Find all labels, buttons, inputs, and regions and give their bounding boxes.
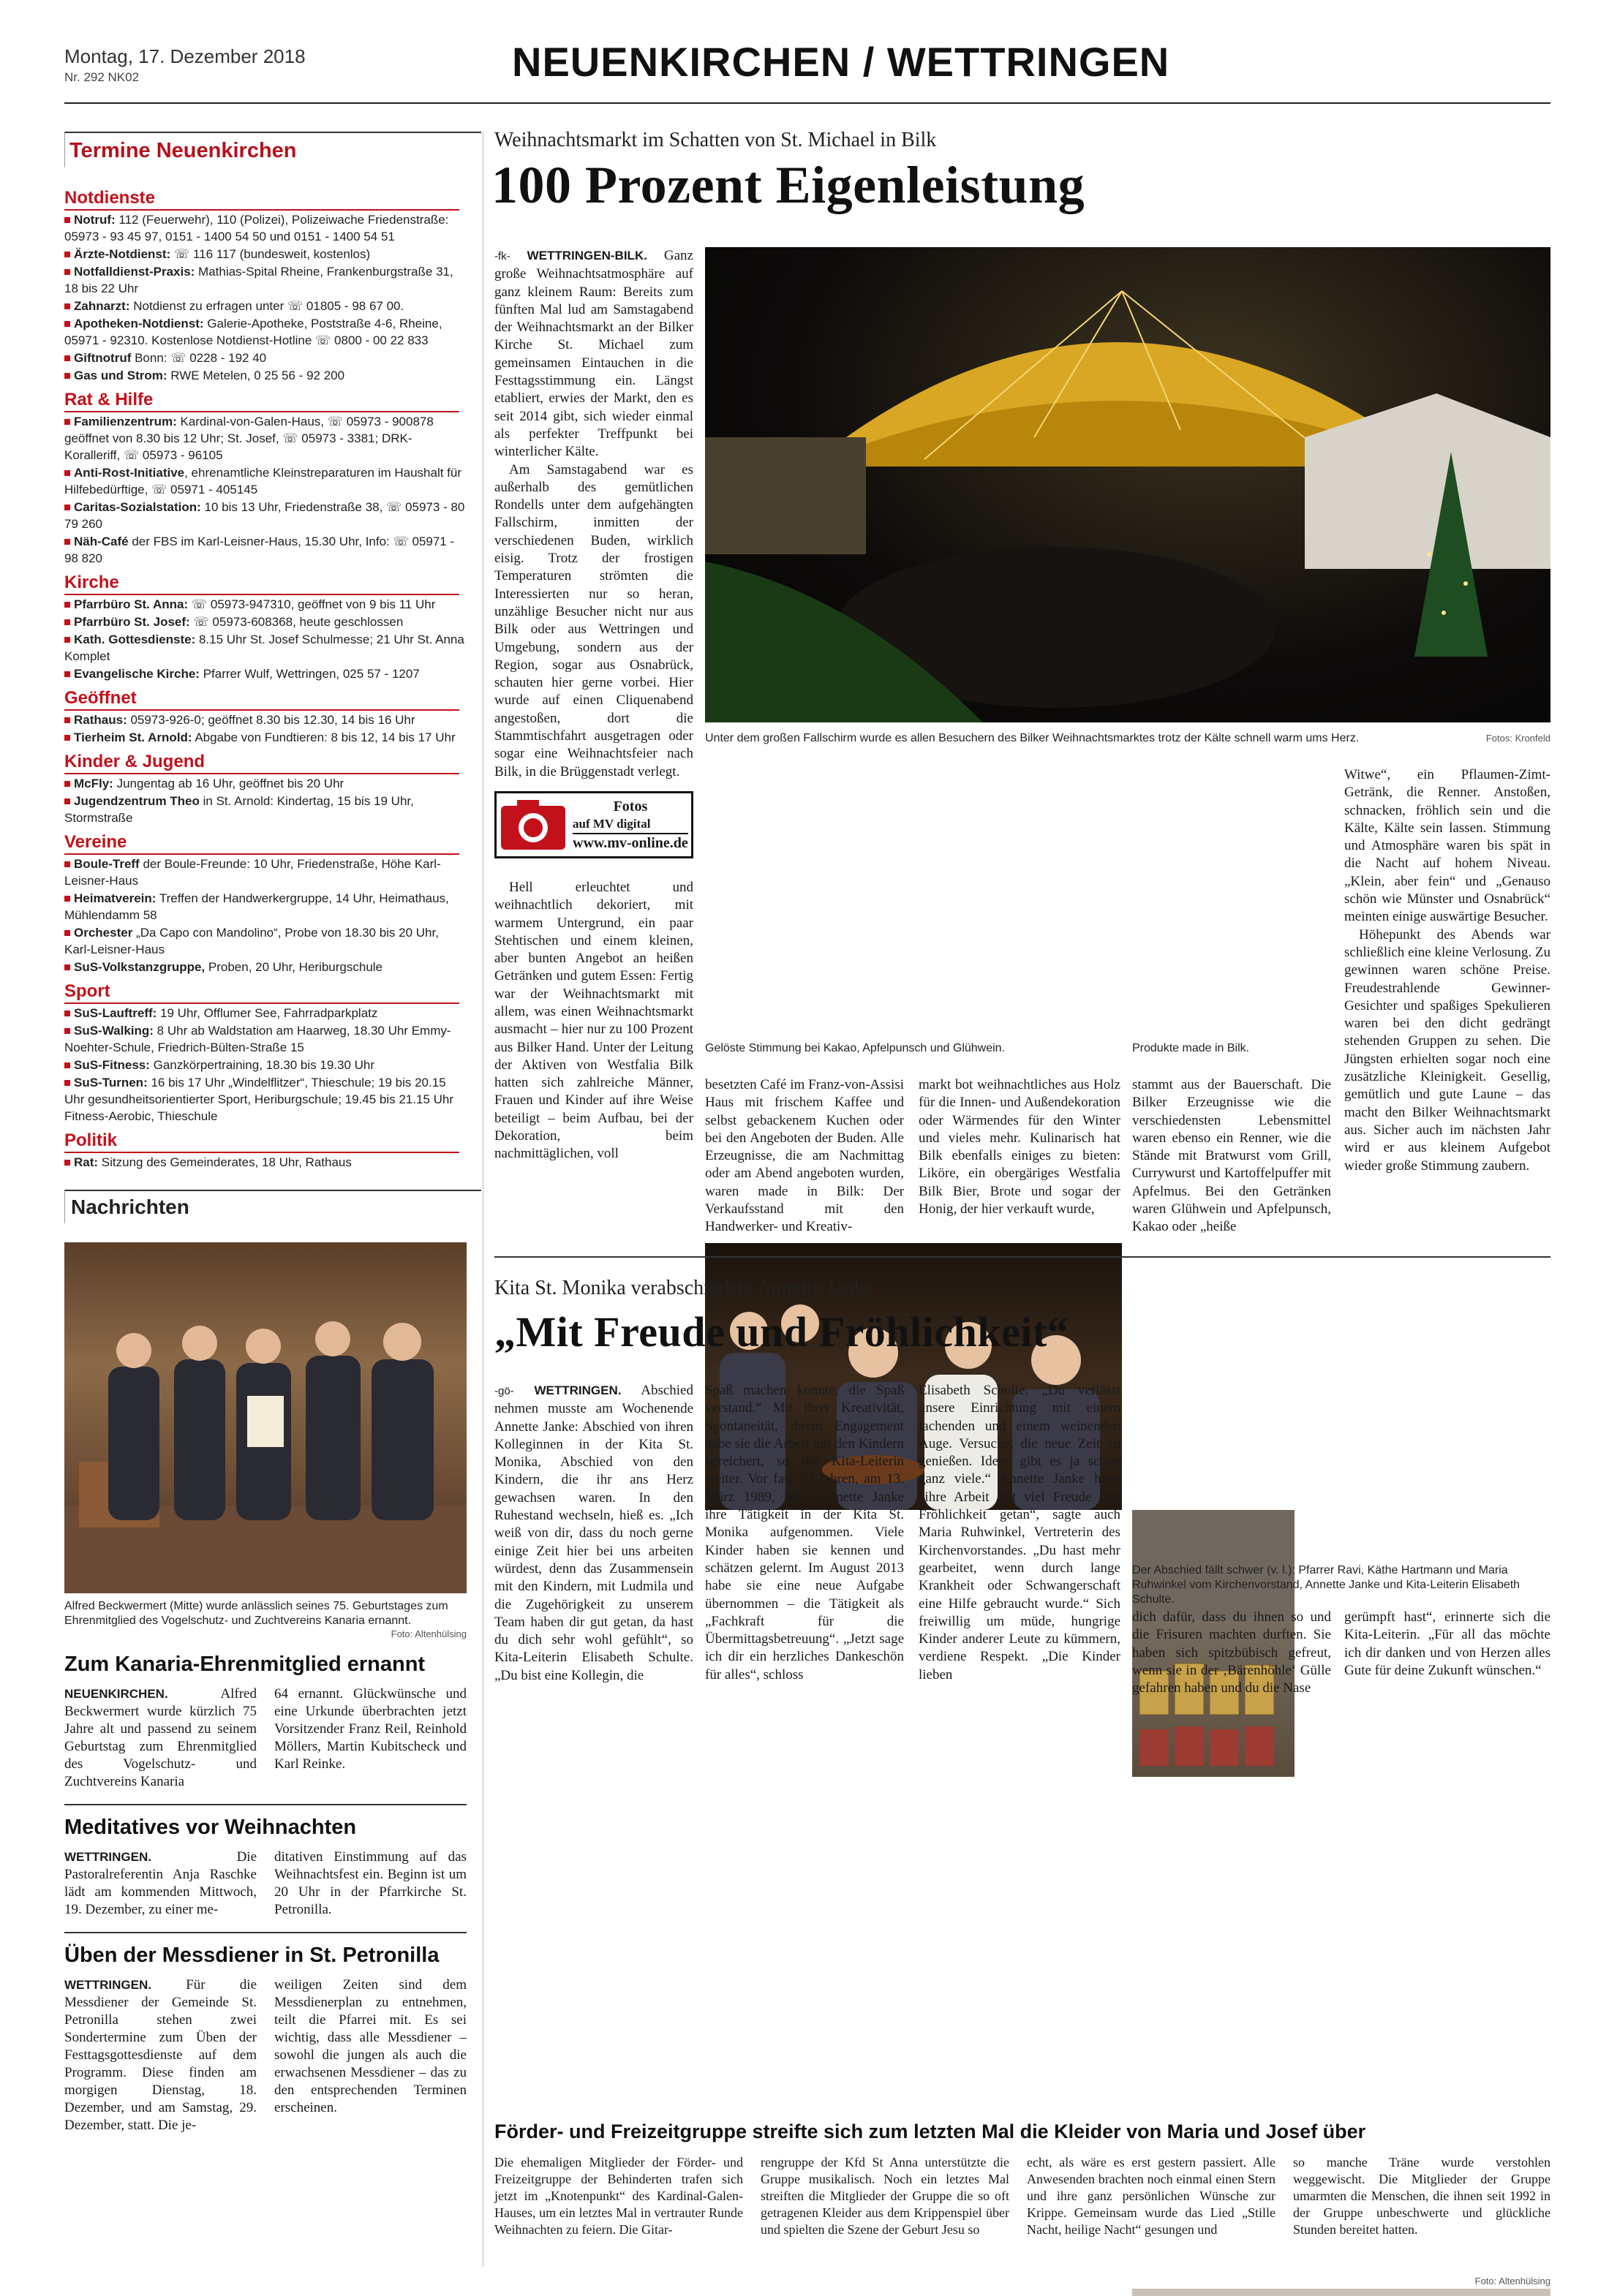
entry-text: RWE Metelen, 0 25 56 - 92 200 xyxy=(167,369,345,382)
weihnachtsmarkt-photo xyxy=(705,247,1550,722)
termine-entry xyxy=(64,1057,481,1073)
weihnachtsmarkt-photo-caption: Unter dem großen Fallschirm wurde es allen Besuchern des Bilker Weihnachtsmarktes trotz der Kälte schnell warm ums Herz. xyxy=(705,732,1360,744)
entry-text: 8.15 Uhr St. Josef Schulmesse; 21 Uhr St. Anna Komplet xyxy=(64,632,464,663)
termine-entry xyxy=(64,533,481,567)
main-headline: 100 Prozent Eigenleistung xyxy=(491,156,1085,214)
bullet-icon xyxy=(64,1160,70,1166)
entry-text: Mathias-Spital Rheine, Frankenburgstraße 31, 18 bis 22 Uhr xyxy=(64,265,453,295)
bullet-icon xyxy=(64,269,70,275)
kita-kicker: Kita St. Monika verabschiedete Annette Janke xyxy=(494,1277,873,1299)
termine-section-heading: Notdienste xyxy=(64,188,459,211)
bullet-icon xyxy=(64,964,70,970)
issue-date: Montag, 17. Dezember 2018 xyxy=(64,45,306,67)
kita-headline: „Mit Freude und Fröhlichkeit“ xyxy=(494,1308,1069,1356)
entry-text: Bonn: ☏ 0228 - 192 40 xyxy=(131,351,267,365)
entry-text: , ehrenamtliche Kleinstreparaturen im Haushalt für Hilfebedürftige, ☏ 05971 - 405145 xyxy=(64,466,462,496)
termine-entry xyxy=(64,413,481,464)
entry-label: Notruf: xyxy=(74,213,116,227)
page-title: NEUENKIRCHEN / WETTRINGEN xyxy=(512,39,1170,85)
main-col1 xyxy=(494,247,693,1163)
kita-col4: dich dafür, dass du ihnen so und die Frisuren machten durften. Sie haben sich spitzbübisch gefreut, wenn sie in der ‚Bärenhöhle‘ Gülle gefahren haben und du die Nase xyxy=(1132,1609,1331,1696)
kita-col2: Spaß machen konnte, die Spaß verstand.“ Mit ihrer Kreativität, Spontaneität, ihrem Engagement habe sie die Arbeit mit den Kindern bereichert, so die Kita-Leiterin weiter. Vor fast 30 Jahren, am 13. März 1989, habe Annette Janke ihre Tätigkeit in der Kita St. Monika aufgenommen. Viele Kinder haben sie kennen und schätzen gelernt. Im August 2013 habe sie eine neue Aufgabe übernommen – die Tätigkeit als „Fachkraft für die Übermittagsbetreuung“. „Jetzt sage ich dir ein herzliches Dankeschön für alles“, schloss xyxy=(705,1383,904,1683)
entry-label: Heimatverein: xyxy=(74,891,157,905)
dateline: WETTRINGEN. xyxy=(64,1850,151,1864)
entry-text: der Boule-Freunde: 10 Uhr, Friedenstraße, Höhe Karl-Leisner-Haus xyxy=(64,857,441,888)
entry-label: Kath. Gottesdienste: xyxy=(74,632,196,646)
article-text: Hell erleuchtet und weihnachtlich dekoriert, mit warmem Untergrund, ein paar Stehtischen und einem kleinen, aber bunten Angebot an heißen Getränken und gutem Essen: Fertig war der Weihnachtsmarkt mit allem, was einen Weihnachtsmarkt ausmacht – hier nur zu 100 Prozent aus Bilker Hand. Unter der Leitung der Aktiven von Westfalia Bilk hatten sich zahlreiche Männer, Frauen und Kinder auf ihre Weise beteiligt – beim Aufbau, bei der Dekoration, beim nachmittäglichen, voll xyxy=(494,879,693,1162)
entry-label: SuS-Fitness: xyxy=(74,1058,150,1072)
entry-label: Anti-Rost-Initiative xyxy=(74,466,185,480)
main-col3: markt bot weihnachtliches aus Holz für die Innen- und Außendekoration oder Wärmendes für den Winter und vieles mehr. Kulinarisch hat Bilk ebenfalls einiges zu bieten: Liköre, ein obergäriges Westfalia Bilk Bier, Brote und sogar der Honig, der hier verkauft wurde, xyxy=(919,1077,1120,1217)
entry-label: Boule-Treff xyxy=(74,857,140,871)
entry-text: ☏ 116 117 (bundesweit, kostenlos) xyxy=(170,247,371,261)
meditatives-title: Meditatives vor Weihnachten xyxy=(64,1816,357,1839)
messdiener-title: Üben der Messdiener in St. Petronilla xyxy=(64,1944,440,1967)
termine-entry xyxy=(64,211,481,245)
bullet-icon xyxy=(64,470,70,476)
entry-text: 19 Uhr, Offlumer See, Fahrradparkplatz xyxy=(157,1006,378,1020)
messdiener-body xyxy=(64,1976,467,2134)
entry-text: Ganzkörpertraining, 18.30 bis 19.30 Uhr xyxy=(149,1058,375,1072)
entry-label: SuS-Lauftreff: xyxy=(74,1006,157,1020)
dateline: WETTRINGEN-BILK. xyxy=(527,249,647,263)
article-text: ditativen Einstimmung auf das Weihnachtsfest ein. Beginn ist um 20 Uhr in der Pfarrkirche St. Petronilla. xyxy=(274,1849,467,1917)
termine-entry xyxy=(64,775,481,792)
krippenspiel-col3: echt, als wäre es erst gestern passiert. Alle Anwesenden brachten noch einmal einen Stern und ihre ganz persönlichen Wünsche zur Krippe. Gemeinsam wurde das Lied „Stille Nacht, heilige Nacht“ gesungen und xyxy=(1027,2155,1275,2237)
weihnachtsmarkt-photo-credit: Fotos: Kronfeld xyxy=(1485,733,1550,744)
article-text: Höhepunkt des Abends war schließlich eine kleine Verlosung. Zu gewinnen waren schöne Preise. Freudestrahlende Gewinner-Gesichter und spaßiges Spekulieren waren bei den dicht gedrängt stehenden Gruppen zu sehen. Die Jüngsten erhielten sogar noch eine zusätzliche Kleinigkeit. Gesellig, gemütlich und gute Laune – das macht den Bilker Weihnachtsmarkt aus. Sicher auch im nächsten Jahr wird er aus kleinem Aufgebot wieder große Stimmung zaubern. xyxy=(1344,926,1550,1174)
bullet-icon xyxy=(64,735,70,741)
entry-label: Notfalldienst-Praxis: xyxy=(74,265,195,279)
termine-entry xyxy=(64,298,481,314)
left-column xyxy=(64,132,481,2134)
article-text: 64 ernannt. Glückwünsche und eine Urkunde überbrachten jetzt Vorsitzender Franz Reil, Reinhold Möllers, Martin Kubitscheck und Karl Reinke. xyxy=(274,1686,467,1772)
bullet-icon xyxy=(64,896,70,902)
kanaria-photo xyxy=(64,1242,467,1593)
section-rule xyxy=(494,1256,1550,1258)
bullet-icon xyxy=(64,602,70,608)
dateline: WETTRINGEN. xyxy=(534,1383,622,1397)
entry-text: Jungentag ab 16 Uhr, geöffnet bis 20 Uhr xyxy=(113,777,344,790)
termine-entry xyxy=(64,665,481,682)
termine-entry xyxy=(64,1005,481,1022)
termine-entry xyxy=(64,367,481,384)
termine-entry xyxy=(64,464,481,498)
termine-entry xyxy=(64,793,481,826)
krippenspiel-col1: Die ehemaligen Mitglieder der Förder- und Freizeitgruppe der Behinderten trafen sich jetzt im „Knotenpunkt“ des Kardinal-Galen-Hauses, um ein letztes Mal in vertrauter Runde Weihnachten zu feiern. Die Gitar- xyxy=(494,2155,743,2237)
bullet-icon xyxy=(64,619,70,625)
mv-online-box[interactable] xyxy=(494,791,693,858)
mv-label: Fotos xyxy=(613,798,648,815)
kanaria-photo-credit: Foto: Altenhülsing xyxy=(391,1628,467,1639)
nachrichten-heading: Nachrichten xyxy=(64,1190,481,1223)
termine-section-heading: Geöffnet xyxy=(64,688,459,711)
termine-section-heading: Kirche xyxy=(64,573,459,595)
krippenspiel-credit: Foto: Altenhülsing xyxy=(1474,2276,1550,2286)
kanaria-article-body xyxy=(64,1685,467,1791)
entry-label: Jugendzentrum Theo xyxy=(74,794,200,808)
kanaria-photo-caption: Alfred Beckwermert (Mitte) wurde anlässlich seines 75. Geburtstages zum Ehrenmitglied des Vogelschutz- und Zuchtvereins Kanaria ernannt. xyxy=(64,1600,448,1627)
termine-entry xyxy=(64,631,481,665)
entry-label: Apotheken-Notdienst: xyxy=(74,317,204,331)
entry-text: der FBS im Karl-Leisner-Haus, 15.30 Uhr, Info: ☏ 05971 - 98 820 xyxy=(64,535,455,565)
bullet-icon xyxy=(64,1080,70,1086)
termine-entry xyxy=(64,499,481,532)
entry-label: Pfarrbüro St. Josef: xyxy=(74,615,190,629)
krippenspiel-headline: Förder- und Freizeitgruppe streifte sich zum letzten Mal die Kleider von Maria und Josef über xyxy=(494,2121,1366,2142)
bullet-icon xyxy=(64,930,70,936)
bullet-icon xyxy=(64,861,70,867)
entry-text: 05973-926-0; geöffnet 8.30 bis 12.30, 14 bis 16 Uhr xyxy=(127,713,415,727)
article-text: Für die Messdiener der Gemeinde St. Petronilla stehen zwei Sondertermine zum Üben der Festtagsgottesdienste auf dem Programm. Diese finden am morgigen Dienstag, 18. Dezember, und am Samstag, 29. Dezember, statt. Die je- xyxy=(64,1977,257,2133)
termine-entry xyxy=(64,1022,481,1056)
article-text: Abschied nehmen musste am Wochenende Annette Janke: Abschied von ihren Kolleginnen in der Kita St. Monika, Abschied von den Kindern, die ihr ans Herz gewachsen waren. In den Ruhestand wechseln, hieß es. „Ich weiß von dir, dass du noch gerne einige Zeit hier bei uns arbeiten würdest, denn das Zusammensein mit den Kindern, mit Ludmila und die Zugehörigkeit zu unserem Team haben dir gut getan, da hast du dich sehr wohl gefühlt“, so Kita-Leiterin Elisabeth Schulte. „Du bist eine Kollegin, die xyxy=(494,1383,693,1683)
entry-text: Treffen der Handwerkergruppe, 14 Uhr, Heimathaus, Mühlendamm 58 xyxy=(64,891,449,922)
kanaria-article-title: Zum Kanaria-Ehrenmitglied ernannt xyxy=(64,1653,426,1676)
entry-label: Familienzentrum: xyxy=(74,415,177,428)
entry-label: Rathaus: xyxy=(74,713,127,727)
entry-label: Ärzte-Notdienst: xyxy=(74,247,171,261)
entry-label: Pfarrbüro St. Anna: xyxy=(74,597,189,611)
termine-entry xyxy=(64,890,481,924)
kita-group-illustration xyxy=(1132,2289,1550,2296)
entry-label: Zahnarzt: xyxy=(74,299,130,313)
termine-entry xyxy=(64,263,481,297)
meditatives-body xyxy=(64,1848,467,1919)
entry-text: 8 Uhr ab Waldstation am Haarweg, 18.30 Uhr Emmy-Noehter-Schule, Friedrich-Bülten-Straße 15 xyxy=(64,1024,451,1054)
mv-label: auf MV digital xyxy=(573,816,651,831)
krippenspiel-col4: so manche Träne wurde verstohlen weggewischt. Die Mitglieder der Gruppe umarmten die Menschen, die ihnen seit 1992 in der Gruppe unbeschwerte und glückliche Stunden bereitet hatten. xyxy=(1293,2155,1550,2237)
article-text: Am Samstagabend war es außerhalb des gemütlichen Rondells unter dem aufgehängten Fallschirm, inmitten der verschiedenen Buden, wirklich eisig. Trotz der frostigen Temperaturen strömten die Interessierten nur so heran, unzählige Besucher nicht nur aus Bilk oder aus Wettringen und Umgebung, sondern aus der Region, sogar aus Osnabrück, schauten hier gerne vorbei. Hier wurde auf einen Cliquenabend angestoßen, dort die Stammtischfahrt ausgetragen oder sogar eine Weihnachtsfeier nach Bilk, in die Brüggenstadt verlegt. xyxy=(494,461,693,779)
termine-list xyxy=(64,188,481,1171)
bullet-icon xyxy=(64,1062,70,1068)
entry-text: Proben, 20 Uhr, Heriburgschule xyxy=(205,960,383,974)
gluehwein-photo-caption: Gelöste Stimmung bei Kakao, Apfelpunsch und Glühwein. xyxy=(705,1042,1006,1054)
entry-text: Pfarrer Wulf, Wettringen, 025 57 - 1207 xyxy=(199,667,420,681)
article-text: Ganz große Weihnachtsatmosphäre auf ganz kleinem Raum: Bereits zum fünften Mal lud am Samstagabend der Weihnachtsmarkt an der Bilker Kirche St. Michael zum gemeinsamen Eintauchen in die Festtagsstimmung ein. Längst etabliert, erwies der Markt, den es seit 2014 gibt, sich wieder einmal als perfekter Treffpunkt bei winterlicher Kälte. xyxy=(494,248,693,460)
entry-label: Rat: xyxy=(74,1155,99,1169)
bullet-icon xyxy=(64,671,70,677)
bullet-icon xyxy=(64,798,70,804)
termine-entry xyxy=(64,613,481,630)
entry-text: ☏ 05973-608368, heute geschlossen xyxy=(189,615,404,629)
main-kicker: Weihnachtsmarkt im Schatten von St. Michael in Bilk xyxy=(494,129,937,151)
bullet-icon xyxy=(64,539,70,545)
termine-section-heading: Kinder & Jugend xyxy=(64,752,459,774)
camera-icon xyxy=(497,796,570,854)
termine-entry xyxy=(64,596,481,613)
entry-label: Tierheim St. Arnold: xyxy=(74,730,192,744)
kita-col5: gerümpft hast“, erinnerte sich die Kita-Leiterin. „Für all das möchte ich dir danken und von Herzen alles Gute für deine Zukunft wünschen.“ xyxy=(1344,1609,1550,1678)
entry-text: 16 bis 17 Uhr „Windelflitzer“, Thieschule; 19 bis 20.15 Uhr gesundheitsorientierter Sport, Heriburgschule; 19.45 bis 21.15 Uhr Fitness-Aerobic, Thieschule xyxy=(64,1076,454,1123)
kita-col1 xyxy=(494,1382,693,1685)
entry-text: ☏ 05973-947310, geöffnet von 9 bis 11 Uhr xyxy=(188,597,436,611)
bullet-icon xyxy=(64,355,70,361)
group-of-men-illustration xyxy=(64,1242,467,1593)
bullet-icon xyxy=(64,1028,70,1034)
fallschirm-illustration xyxy=(705,247,1550,722)
termine-entry xyxy=(64,350,481,366)
issue-number: Nr. 292 NK02 xyxy=(64,70,140,84)
entry-label: SuS-Walking: xyxy=(74,1024,154,1038)
article-text: Witwe“, ein Pflaumen-Zimt-Getränk, die Renner. Anstoßen, schnacken, fröhlich sein und die Kälte, Kälte sein lassen. Stimmung und Atmosphäre waren bis spät in die Nacht auf hohem Niveau. „Klein, aber fein“ und „Genauso schön wie Münster und Osnabrück“ meinten einige auswärtige Besucher. xyxy=(1344,767,1550,925)
entry-label: Evangelische Kirche: xyxy=(74,667,200,681)
termine-entry xyxy=(64,711,481,728)
mv-url-link[interactable]: www.mv-online.de xyxy=(573,833,688,852)
termine-section-heading: Sport xyxy=(64,981,459,1004)
main-col2: besetzten Café im Franz-von-Assisi Haus mit frischem Kaffee und selbst gebackenem Kuchen oder bei den Angeboten der Buden. Alle Erzeugnisse, die am Nachmittag oder am Abend angeboten wurden, waren made in Bilk: Der Verkaufsstand mit den Handwerker- und Kreativ- xyxy=(705,1077,904,1235)
bullet-icon xyxy=(64,217,70,223)
header-rule xyxy=(64,102,1550,104)
dateline: WETTRINGEN. xyxy=(64,1978,151,1992)
entry-text: Kardinal-von-Galen-Haus, ☏ 05973 - 900878 geöffnet von 8.30 bis 12 Uhr; St. Josef, ☏ 05973 - 3381; DRK-Koralleriff, ☏ 05973 - 96105 xyxy=(64,415,434,462)
termine-entry xyxy=(64,315,481,349)
entry-label: Caritas-Sozialstation: xyxy=(74,500,201,514)
bullet-icon xyxy=(64,637,70,643)
termine-entry xyxy=(64,959,481,975)
termine-entry xyxy=(64,1074,481,1125)
entry-text: Galerie-Apotheke, Poststraße 4-6, Rheine, 05971 - 92310. Kostenlose Notdienst-Hotline ☏ 0800 - 00 22 833 xyxy=(64,317,442,347)
bullet-icon xyxy=(64,717,70,723)
entry-label: Orchester xyxy=(74,926,133,940)
entry-text: in St. Arnold: Kindertag, 15 bis 19 Uhr, Stormstraße xyxy=(64,794,414,825)
produkte-photo-caption: Produkte made in Bilk. xyxy=(1132,1042,1250,1054)
entry-label: McFly: xyxy=(74,777,113,790)
bullet-icon xyxy=(64,321,70,327)
termine-section-heading: Rat & Hilfe xyxy=(64,390,459,412)
main-col4: stammt aus der Bauerschaft. Die Bilker Erzeugnisse wie die verschiedensten Lebensmittel waren ebenso ein Renner, wie die Stände mit Bratwurst vom Grill, Currywurst und Kartoffelpuffer mit Apfelmus. Bei den Getränken waren Glühwein und Apfelpunsch, Kakao oder „heiße xyxy=(1132,1077,1331,1235)
bullet-icon xyxy=(64,1011,70,1016)
bullet-icon xyxy=(64,419,70,425)
article-text: Alfred Beckwermert wurde kürzlich 75 Jahre alt und passend zu seinem Geburtstag zum Ehrenmitglied des Vogelschutz- und Zuchtvereins Kanaria xyxy=(64,1686,257,1789)
entry-label: SuS-Volkstanzgruppe, xyxy=(74,960,206,974)
krippenspiel-col2: rengruppe der Kfd St Anna unterstützte die Gruppe musikalisch. Noch ein letztes Mal streiften die Mitglieder der Gruppe die so oft getragenen Kleider aus dem Krippenspiel über und spielten die Szene der Geburt Jesu so xyxy=(761,2155,1009,2237)
entry-text: 112 (Feuerwehr), 110 (Polizei), Polizeiwache Friedenstraße: 05973 - 93 45 97, 0151 - 1400 54 50 und 0151 - 1400 54 51 xyxy=(64,213,449,243)
termine-section-heading: Vereine xyxy=(64,832,459,855)
termine-entry xyxy=(64,924,481,958)
termine-entry xyxy=(64,856,481,889)
bullet-icon xyxy=(64,373,70,379)
termine-section-heading: Politik xyxy=(64,1130,459,1153)
article-text: Die Pastoralreferentin Anja Raschke lädt am kommenden Mittwoch, 19. Dezember, zu einer me- xyxy=(64,1849,257,1917)
entry-label: SuS-Turnen: xyxy=(74,1076,148,1090)
bullet-icon xyxy=(64,303,70,309)
dateline: NEUENKIRCHEN. xyxy=(64,1687,168,1701)
entry-text: Sitzung des Gemeinderates, 18 Uhr, Rathaus xyxy=(98,1155,352,1169)
entry-text: Abgabe von Fundtieren: 8 bis 12, 14 bis 17 Uhr xyxy=(192,730,456,744)
termine-entry xyxy=(64,246,481,263)
termine-entry xyxy=(64,1154,481,1171)
entry-text: Notdienst zu erfragen unter ☏ 01805 - 98 67 00. xyxy=(129,299,404,313)
bullet-icon xyxy=(64,252,70,257)
author: -fk- xyxy=(494,250,510,263)
entry-label: Näh-Café xyxy=(74,535,129,548)
entry-label: Giftnotruf xyxy=(74,351,132,365)
entry-text: „Da Capo con Mandolino“, Probe von 18.30 bis 20 Uhr, Karl-Leisner-Haus xyxy=(64,926,439,956)
bullet-icon xyxy=(64,781,70,787)
bullet-icon xyxy=(64,505,70,510)
termine-entry xyxy=(64,729,481,746)
entry-text: 10 bis 13 Uhr, Friedenstraße 38, ☏ 05973 - 80 79 260 xyxy=(64,500,465,531)
author: -gö- xyxy=(494,1385,514,1397)
entry-label: Gas und Strom: xyxy=(74,369,167,382)
kita-col3: Elisabeth Schulte. „Du verlässt unsere Einrichtung mit einem lachenden und einem weinenden Auge. Versuche, die neue Zeit zu genießen. Ideen gibt es ja schon ganz viele.“ Annette Janke habe „ihre Arbeit mit viel Freude und Fröhlichkeit getan“, sagte auch Maria Ruhwinkel, Vertreterin des Kirchenvorstandes. „Du hast mehr gearbeitet, wenn durch lange Krankheit oder Schwangerschaft eine Hilfe gebraucht wurde.“ Sich freiwillig um müde, hungrige Kinder anderer Leute zu kümmern, verdiene Respekt. „Die Kinder lieben xyxy=(919,1383,1120,1683)
article-text: weiligen Zeiten sind dem Messdienerplan zu entnehmen, teilt die Pfarrei mit. Es sei wichtig, dass alle Messdiener – sowohl die jungen als auch die erwachsenen Messdiener – das zu den entsprechenden Terminen erscheinen. xyxy=(274,1977,467,2115)
main-col5 xyxy=(1344,766,1550,1175)
kita-photo xyxy=(1132,2289,1550,2296)
kita-photo-caption: Der Abschied fällt schwer (v. l.): Pfarrer Ravi, Käthe Hartmann und Maria Ruhwinkel vom Kirchenvorstand, Annette Janke und Kita-Leiterin Elisabeth Schulte. xyxy=(1132,1564,1521,1606)
termine-heading: Termine Neuenkirchen xyxy=(64,132,481,167)
